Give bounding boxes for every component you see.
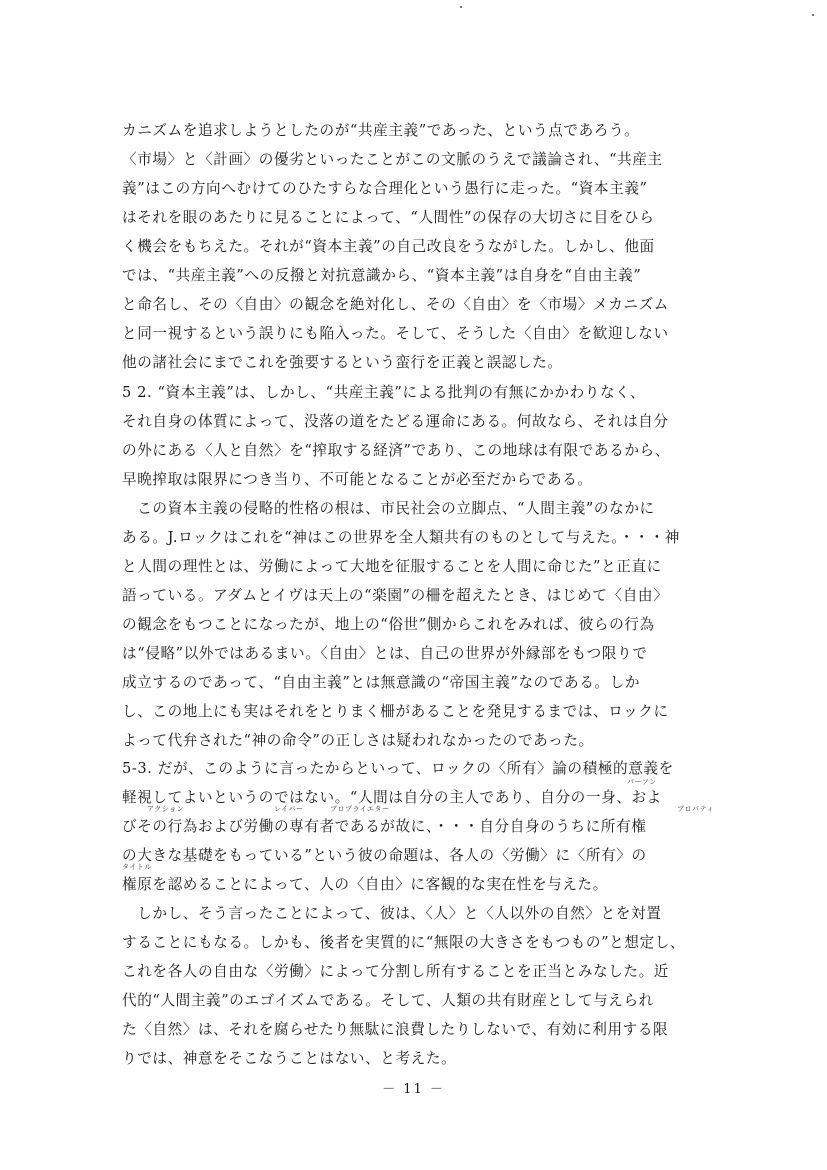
text-line: しかし、そう言ったことによって、彼は、〈人〉と〈人以外の自然〉とを対置 <box>122 905 662 922</box>
text-line: の外にある〈人と自然〉を“搾取する経済”であり、この地球は有限であるから、 <box>122 442 670 459</box>
text-line: 早晩搾取は限界につき当り、不可能となることが必至だからである。 <box>122 471 593 488</box>
text-line: た〈自然〉は、それを腐らせたり無駄に浪費したりしないで、有効に利用する限 <box>122 1021 669 1038</box>
ruby-row <box>122 804 722 812</box>
text-line: 権原を認めることによって、人の〈自由〉に客観的な実在性を与えた。 <box>122 876 608 893</box>
ruby-row <box>122 777 722 786</box>
text-line: よって代弁された“神の命令”の正しさは疑われなかったのであった。 <box>122 732 594 749</box>
section-heading-line: 5 2. “資本主義”は、しかし、“共産主義”による批判の有無にかかわりなく、 <box>122 384 646 401</box>
text-line: と命名し、その〈自由〉の観念を絶対化し、その〈自由〉を〈市場〉メカニズム <box>122 296 669 313</box>
page-number: － 11 － <box>382 1082 445 1097</box>
text-line: びその行為および労働の専有者であるが故に、・・・自分自身のうちに所有権 <box>122 818 647 835</box>
ruby-title: タイトル <box>122 863 152 871</box>
text-line: この資本主義の侵略的性格の根は、市民社会の立脚点、“人間主義”のなかに <box>122 500 655 517</box>
paragraph-5-2 <box>122 378 722 755</box>
text-line: ある。J.ロックはこれを“神はこの世界を全人類共有のものとして与えた。・・・神 <box>122 529 681 546</box>
text-line: の観念をもつことになったが、地上の“俗世”側からこれをみれば、彼らの行為 <box>122 616 655 633</box>
text-line: は“侵略”以外ではあるまい。〈自由〉とは、自己の世界が外縁部をもつ限りで <box>122 645 648 662</box>
text-line: し、この地上にも実はそれをとりまく柵があることを発見するまでは、ロックに <box>122 703 669 720</box>
text-line: 他の諸社会にまでこれを強要するという蛮行を正義と誤認した。 <box>122 354 563 371</box>
text-line: これを各人の自由な〈労働〉によって分割し所有することを正当とみなした。近 <box>122 963 669 980</box>
section-heading-line: 5-3. だが、このように言ったからといって、ロックの〈所有〉論の積極的意義を <box>122 760 674 777</box>
ruby-property: プロパティ <box>677 805 714 813</box>
text-line: く機会をもちえた。それが“資本主義”の自己改良をうながした。しかし、他面 <box>122 238 655 255</box>
ruby-row <box>122 862 722 870</box>
text-line: 義”はこの方向へむけてのひたすらな合理化という愚行に走った。“資本主義” <box>122 180 648 197</box>
text-line: それ自身の体質によって、没落の道をたどる運命にある。何故なら、それは自分 <box>122 413 669 430</box>
text-line: することにもなる。しかも、後者を実質的に“無限の大きさをもつもの”と想定し、 <box>122 934 686 951</box>
text-line: 〈市場〉と〈計画〉の優劣といったことがこの文脈のうえで議論され、“共産主 <box>122 151 663 168</box>
text-line: はそれを眼のあたりに見ることによって、“人間性”の保存の大切さに目をひら <box>122 209 655 226</box>
ruby-action: アクション <box>147 805 185 813</box>
text-line: りでは、神意をそこなうことはない、と考えた。 <box>122 1050 457 1067</box>
ruby-proprietor: プロプライエター <box>330 805 390 813</box>
text-line: 代的“人間主義”のエゴイズムである。そして、人類の共有財産として与えられ <box>122 992 654 1009</box>
text-line: と同一視するという誤りにも陥入った。そして、そうした〈自由〉を歓迎しない <box>122 325 669 342</box>
paragraph-5-3 <box>122 754 722 1073</box>
scan-speck <box>460 6 462 8</box>
text-line: の大きな基礎をもっている”という彼の命題は、各人の〈労働〉に〈所有〉の <box>122 847 647 864</box>
text-line: 語っている。アダムとイヴは天上の“楽園”の柵を超えたとき、はじめて〈自由〉 <box>122 587 669 604</box>
ruby-labour: レイバー <box>274 805 304 813</box>
text-line: 軽視してよいというのではない。“人間は自分の主人であり、自分の一身、およ <box>122 789 662 806</box>
ruby-persona: パーソン <box>627 778 657 786</box>
scan-speck <box>812 14 814 16</box>
text-line: と人間の理性とは、労働によって大地を征服することを人間に命じた”と正直に <box>122 558 662 575</box>
text-line: 成立するのであって、“自由主義”とは無意識の“帝国主義”なのである。しか <box>122 674 641 691</box>
text-line: カニズムを追求しようとしたのが“共産主義”であった、という点であろう。 <box>122 122 640 139</box>
text-line: では、“共産主義”への反撥と対抗意識から、“資本主義”は自身を“自由主義” <box>122 267 642 284</box>
paragraph-1 <box>122 116 722 377</box>
